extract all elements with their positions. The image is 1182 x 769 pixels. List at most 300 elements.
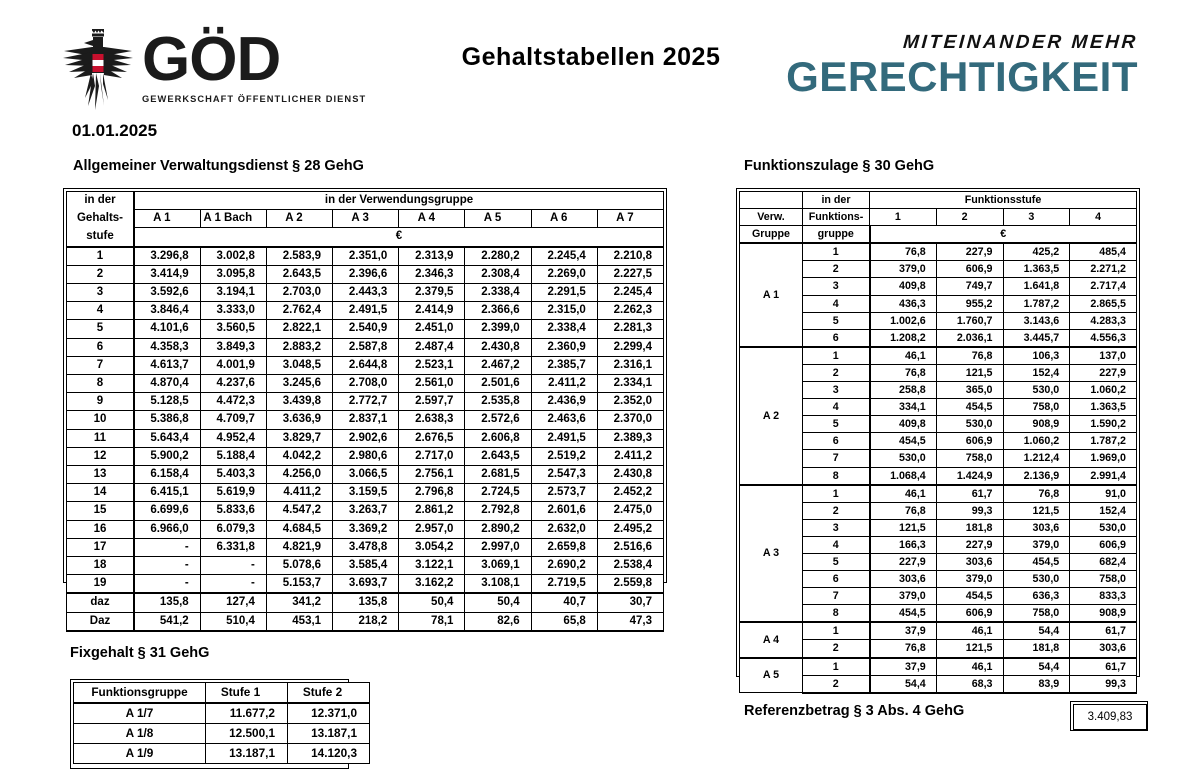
funktionszulage-cell: 61,7	[936, 485, 1003, 503]
salary-cell: 4.870,4	[134, 375, 200, 393]
funktionszulage-cell: 166,3	[870, 536, 937, 553]
funktionszulage-cell: 758,0	[936, 450, 1003, 467]
table-header-row	[74, 683, 370, 704]
salary-cell: 4.952,4	[200, 429, 266, 447]
salary-cell: 2.717,0	[399, 447, 465, 465]
table-row	[67, 484, 664, 502]
column-header-stufe-2: 2	[936, 209, 1003, 226]
funktionszulage-cell: 303,6	[1003, 519, 1070, 536]
verwendungsgruppe-label-a-4: A 4	[740, 622, 803, 657]
funktionszulage-cell: 530,0	[870, 450, 937, 467]
row-label-gehaltsstufe: 10	[67, 411, 135, 429]
funktionsgruppe-label: 3	[803, 278, 870, 295]
salary-cell: 2.346,3	[399, 265, 465, 283]
allowance-cell: 50,4	[465, 593, 531, 612]
column-header-stufe-2: Stufe 2	[288, 683, 370, 704]
table-row	[67, 520, 664, 538]
salary-cell: 2.291,5	[531, 284, 597, 302]
table-row	[67, 502, 664, 520]
salary-cell: 4.613,7	[134, 356, 200, 374]
heading-funktionszulage: Funktionszulage § 30 GehG	[744, 158, 935, 174]
funktionszulage-cell: 2.991,4	[1070, 467, 1137, 485]
funktionsgruppe-label: 4	[803, 399, 870, 416]
allowance-cell: 65,8	[531, 612, 597, 631]
salary-cell: 2.315,0	[531, 302, 597, 320]
salary-cell: 2.762,4	[266, 302, 332, 320]
corner-label-line-2: Funktions-	[803, 209, 870, 226]
funktionszulage-cell: 365,0	[936, 382, 1003, 399]
row-label-daz: daz	[67, 593, 135, 612]
funktionszulage-cell: 227,9	[936, 243, 1003, 261]
salary-cell: 4.411,2	[266, 484, 332, 502]
table-row	[740, 658, 1137, 676]
salary-cell: 6.699,6	[134, 502, 200, 520]
row-label-gehaltsstufe: 17	[67, 538, 135, 556]
table-row	[67, 538, 664, 556]
funktionszulage-cell: 530,0	[1003, 382, 1070, 399]
salary-cell: 2.385,7	[531, 356, 597, 374]
table-row	[74, 744, 370, 764]
salary-cell: 3.263,7	[333, 502, 399, 520]
funktionsgruppe-label: 2	[803, 502, 870, 519]
funktionsgruppe-label: 5	[803, 553, 870, 570]
funktionszulage-cell: 682,4	[1070, 553, 1137, 570]
column-header-a-3: A 3	[333, 210, 399, 228]
salary-cell: 3.829,7	[266, 429, 332, 447]
row-label-gehaltsstufe: 13	[67, 466, 135, 484]
salary-cell: 6.966,0	[134, 520, 200, 538]
salary-cell: 2.601,6	[531, 502, 597, 520]
salary-cell: 4.256,0	[266, 466, 332, 484]
row-label-gehaltsstufe: 8	[67, 375, 135, 393]
funktionsgruppe-label: 1	[803, 485, 870, 503]
heading-verwaltungsdienst: Allgemeiner Verwaltungsdienst § 28 GehG	[73, 158, 364, 174]
funktionszulage-cell: 530,0	[1070, 519, 1137, 536]
row-label-gehaltsstufe: 14	[67, 484, 135, 502]
heading-fixgehalt: Fixgehalt § 31 GehG	[70, 645, 210, 661]
verwendungsgruppe-label-a-1: A 1	[740, 243, 803, 347]
table-row	[74, 724, 370, 744]
salary-cell: 2.491,5	[333, 302, 399, 320]
allowance-cell: 30,7	[597, 593, 663, 612]
salary-cell: 6.158,4	[134, 466, 200, 484]
table-row	[67, 557, 664, 575]
salary-cell: 2.519,2	[531, 447, 597, 465]
row-label-gehaltsstufe: 12	[67, 447, 135, 465]
funktionszulage-cell: 2.271,2	[1070, 261, 1137, 278]
salary-cell: 2.463,6	[531, 411, 597, 429]
salary-cell: 2.227,5	[597, 265, 663, 283]
salary-cell: 2.957,0	[399, 520, 465, 538]
funktionszulage-cell: 303,6	[1070, 640, 1137, 658]
funktionszulage-cell: 409,8	[870, 278, 937, 295]
salary-cell: 2.281,3	[597, 320, 663, 338]
salary-cell: 6.331,8	[200, 538, 266, 556]
salary-cell: 3.478,8	[333, 538, 399, 556]
table-row	[67, 411, 664, 429]
funktionszulage-cell: 636,3	[1003, 588, 1070, 605]
salary-cell: 2.796,8	[399, 484, 465, 502]
salary-cell: 2.280,2	[465, 247, 531, 266]
funktionszulage-cell: 46,1	[870, 347, 937, 365]
salary-cell: 5.153,7	[266, 575, 332, 594]
salary-cell: 3.560,5	[200, 320, 266, 338]
fixgehalt-stufe-2-cell: 14.120,3	[288, 744, 370, 764]
salary-cell: 3.162,2	[399, 575, 465, 594]
funktionszulage-cell: 152,4	[1070, 502, 1137, 519]
funktionszulage-cell: 76,8	[936, 347, 1003, 365]
salary-cell: 4.684,5	[266, 520, 332, 538]
allowance-cell: 218,2	[333, 612, 399, 631]
funktionszulage-table	[739, 191, 1137, 694]
salary-cell: 3.054,2	[399, 538, 465, 556]
funktionszulage-cell: 530,0	[1003, 571, 1070, 588]
salary-cell: 3.693,7	[333, 575, 399, 594]
verwendungsgruppe-label-a-5: A 5	[740, 658, 803, 693]
salary-cell: 3.122,1	[399, 557, 465, 575]
funktionszulage-cell: 152,4	[1003, 364, 1070, 381]
funktionszulage-cell: 303,6	[936, 553, 1003, 570]
salary-cell: 2.535,8	[465, 393, 531, 411]
salary-cell: 4.547,2	[266, 502, 332, 520]
funktionszulage-cell: 121,5	[1003, 502, 1070, 519]
funktionszulage-cell: 1.002,6	[870, 312, 937, 329]
funktionszulage-cell: 76,8	[870, 364, 937, 381]
heading-referenzbetrag: Referenzbetrag § 3 Abs. 4 GehG	[744, 703, 965, 719]
salary-cell: 2.547,3	[531, 466, 597, 484]
column-header-a-1-bach: A 1 Bach	[200, 210, 266, 228]
effective-date: 01.01.2025	[72, 121, 158, 140]
salary-cell: 2.313,9	[399, 247, 465, 266]
row-label-Daz: Daz	[67, 612, 135, 631]
row-label-gehaltsstufe: 3	[67, 284, 135, 302]
salary-cell: -	[200, 575, 266, 594]
salary-cell: 3.369,2	[333, 520, 399, 538]
funktionszulage-cell: 379,0	[936, 571, 1003, 588]
salary-cell: 5.833,6	[200, 502, 266, 520]
column-header-a-2: A 2	[266, 210, 332, 228]
allowance-cell: 541,2	[134, 612, 200, 631]
salary-cell: 2.299,4	[597, 338, 663, 356]
table-row	[67, 466, 664, 484]
salary-cell: 2.890,2	[465, 520, 531, 538]
funktionszulage-cell: 485,4	[1070, 243, 1137, 261]
salary-cell: 2.467,2	[465, 356, 531, 374]
funktionszulage-cell: 1.060,2	[1003, 433, 1070, 450]
salary-cell: 2.360,9	[531, 338, 597, 356]
salary-cell: -	[200, 557, 266, 575]
funktionsgruppe-label: 1	[803, 243, 870, 261]
table-row	[67, 447, 664, 465]
fixgehalt-table-frame	[70, 679, 357, 769]
column-header-stufe-1: 1	[870, 209, 937, 226]
salary-cell: 3.592,6	[134, 284, 200, 302]
table-header-row	[67, 228, 664, 247]
salary-cell: 3.849,3	[200, 338, 266, 356]
funktionszulage-cell: 606,9	[936, 261, 1003, 278]
corner-blank	[740, 192, 803, 209]
salary-cell: 2.643,5	[266, 265, 332, 283]
funktionszulage-cell: 1.760,7	[936, 312, 1003, 329]
salary-cell: 4.001,9	[200, 356, 266, 374]
funktionszulage-cell: 758,0	[1003, 399, 1070, 416]
table-row	[67, 284, 664, 302]
funktionszulage-cell: 99,3	[936, 502, 1003, 519]
funktionszulage-cell: 606,9	[936, 433, 1003, 450]
allowance-cell: 47,3	[597, 612, 663, 631]
funktionszulage-cell: 908,9	[1003, 416, 1070, 433]
salary-cell: 2.719,5	[531, 575, 597, 594]
funktionszulage-cell: 258,8	[870, 382, 937, 399]
funktionszulage-cell: 46,1	[870, 485, 937, 503]
salary-cell: 3.095,8	[200, 265, 266, 283]
fixgehalt-gruppe-label: A 1/8	[74, 724, 206, 744]
salary-cell: 2.414,9	[399, 302, 465, 320]
column-header-a-1: A 1	[134, 210, 200, 228]
salary-cell: 5.078,6	[266, 557, 332, 575]
funktionsgruppe-label: 1	[803, 347, 870, 365]
salary-cell: 4.821,9	[266, 538, 332, 556]
funktionszulage-cell: 606,9	[936, 605, 1003, 623]
salary-cell: 3.069,1	[465, 557, 531, 575]
salary-cell: 2.210,8	[597, 247, 663, 266]
salary-cell: 2.352,0	[597, 393, 663, 411]
salary-cell: 2.703,0	[266, 284, 332, 302]
funktionszulage-cell: 181,8	[936, 519, 1003, 536]
funktionszulage-cell: 303,6	[870, 571, 937, 588]
salary-cell: 6.079,3	[200, 520, 266, 538]
salary-cell: 2.561,0	[399, 375, 465, 393]
allowance-cell: 40,7	[531, 593, 597, 612]
salary-cell: 2.690,2	[531, 557, 597, 575]
allowance-cell: 135,8	[134, 593, 200, 612]
funktionszulage-cell: 121,5	[936, 364, 1003, 381]
group-header-verwendungsgruppe: in der Verwendungsgruppe	[134, 192, 664, 210]
funktionszulage-cell: 436,3	[870, 295, 937, 312]
salary-cell: 3.108,1	[465, 575, 531, 594]
salary-cell: 4.358,3	[134, 338, 200, 356]
salary-cell: 2.861,2	[399, 502, 465, 520]
funktionszulage-cell: 409,8	[870, 416, 937, 433]
salary-cell: 3.414,9	[134, 265, 200, 283]
funktionsgruppe-label: 5	[803, 312, 870, 329]
funktionszulage-cell: 3.445,7	[1003, 329, 1070, 347]
salary-cell: 2.338,4	[465, 284, 531, 302]
salary-cell: 2.452,2	[597, 484, 663, 502]
salary-cell: 2.262,3	[597, 302, 663, 320]
salary-cell: 2.487,4	[399, 338, 465, 356]
salary-cell: 2.638,3	[399, 411, 465, 429]
fixgehalt-gruppe-label: A 1/7	[74, 703, 206, 724]
funktionszulage-cell: 1.424,9	[936, 467, 1003, 485]
allowance-cell: 78,1	[399, 612, 465, 631]
funktionsgruppe-label: 7	[803, 450, 870, 467]
funktionszulage-cell: 1.641,8	[1003, 278, 1070, 295]
funktionszulage-cell: 227,9	[1070, 364, 1137, 381]
salary-cell: 2.451,0	[399, 320, 465, 338]
salary-cell: 2.708,0	[333, 375, 399, 393]
table-row	[67, 593, 664, 612]
salary-cell: 2.411,2	[597, 447, 663, 465]
salary-cell: 5.619,9	[200, 484, 266, 502]
funktionszulage-cell: 76,8	[870, 640, 937, 658]
salary-cell: 5.128,5	[134, 393, 200, 411]
salary-cell: 6.415,1	[134, 484, 200, 502]
salary-cell: 2.559,8	[597, 575, 663, 594]
row-label-gehaltsstufe: 11	[67, 429, 135, 447]
funktionszulage-cell: 454,5	[936, 588, 1003, 605]
funktionsgruppe-label: 6	[803, 329, 870, 347]
table-row	[67, 575, 664, 594]
salary-cell: 2.772,7	[333, 393, 399, 411]
funktionszulage-cell: 76,8	[1003, 485, 1070, 503]
funktionszulage-cell: 758,0	[1003, 605, 1070, 623]
funktionszulage-cell: 1.969,0	[1070, 450, 1137, 467]
salary-cell: 2.308,4	[465, 265, 531, 283]
fixgehalt-gruppe-label: A 1/9	[74, 744, 206, 764]
funktionszulage-cell: 54,4	[870, 675, 937, 693]
table-header-row	[740, 209, 1137, 226]
funktionszulage-cell: 76,8	[870, 243, 937, 261]
column-header-stufe-3: 3	[1003, 209, 1070, 226]
table-row	[74, 703, 370, 724]
salary-cell: 2.676,5	[399, 429, 465, 447]
funktionszulage-cell: 334,1	[870, 399, 937, 416]
row-label-gehaltsstufe: 19	[67, 575, 135, 594]
slogan-line-2: GERECHTIGKEIT	[786, 53, 1138, 100]
table-row	[67, 375, 664, 393]
salary-cell: 2.583,9	[266, 247, 332, 266]
funktionsgruppe-label: 4	[803, 536, 870, 553]
funktionszulage-cell: 121,5	[936, 640, 1003, 658]
funktionszulage-cell: 227,9	[936, 536, 1003, 553]
allowance-cell: 341,2	[266, 593, 332, 612]
salary-cell: 3.002,8	[200, 247, 266, 266]
row-label-gehaltsstufe: 16	[67, 520, 135, 538]
funktionszulage-cell: 606,9	[1070, 536, 1137, 553]
funktionszulage-cell: 3.143,6	[1003, 312, 1070, 329]
salary-cell: 2.659,8	[531, 538, 597, 556]
salary-cell: 2.573,7	[531, 484, 597, 502]
salary-cell: 3.333,0	[200, 302, 266, 320]
salary-cell: 2.644,8	[333, 356, 399, 374]
row-label-gehaltsstufe: 5	[67, 320, 135, 338]
corner-label-line-1: in der	[67, 192, 135, 210]
salary-cell: 4.709,7	[200, 411, 266, 429]
currency-header: €	[134, 228, 664, 247]
corner-label-line-2: Gehalts-	[67, 210, 135, 228]
salary-cell: 2.724,5	[465, 484, 531, 502]
funktionsgruppe-label: 2	[803, 640, 870, 658]
funktionszulage-cell: 2.136,9	[1003, 467, 1070, 485]
allowance-cell: 135,8	[333, 593, 399, 612]
table-row	[740, 243, 1137, 261]
row-label-gehaltsstufe: 9	[67, 393, 135, 411]
page-title: Gehaltstabellen 2025	[461, 43, 721, 71]
fixgehalt-table	[73, 682, 370, 764]
salary-cell: -	[134, 538, 200, 556]
salary-cell: 2.606,8	[465, 429, 531, 447]
verwaltungsdienst-table	[66, 191, 664, 632]
funktionszulage-cell: 4.556,3	[1070, 329, 1137, 347]
logo-subtitle: GEWERKSCHAFT ÖFFENTLICHER DIENST	[142, 94, 367, 104]
salary-cell: 2.540,9	[333, 320, 399, 338]
table-row	[67, 429, 664, 447]
funktionszulage-table-frame	[736, 188, 1140, 690]
funktionszulage-cell: 54,4	[1003, 622, 1070, 640]
funktionszulage-cell: 454,5	[870, 605, 937, 623]
salary-cell: 2.436,9	[531, 393, 597, 411]
fixgehalt-stufe-2-cell: 12.371,0	[288, 703, 370, 724]
salary-cell: 2.351,0	[333, 247, 399, 266]
fixgehalt-stufe-1-cell: 11.677,2	[206, 703, 288, 724]
funktionszulage-cell: 37,9	[870, 622, 937, 640]
funktionszulage-cell: 68,3	[936, 675, 1003, 693]
campaign-slogan	[786, 32, 1138, 99]
salary-cell: 2.389,3	[597, 429, 663, 447]
funktionsgruppe-label: 1	[803, 622, 870, 640]
table-header-row	[67, 210, 664, 228]
salary-cell: 2.411,2	[531, 375, 597, 393]
column-header-stufe-4: 4	[1070, 209, 1137, 226]
funktionsgruppe-label: 8	[803, 605, 870, 623]
salary-cell: 3.439,8	[266, 393, 332, 411]
funktionszulage-cell: 379,0	[1003, 536, 1070, 553]
slogan-line-1: MITEINANDER MEHR	[902, 32, 1139, 53]
row-label-gehaltsstufe: 2	[67, 265, 135, 283]
table-row	[740, 347, 1137, 365]
salary-cell: 2.837,1	[333, 411, 399, 429]
corner-label-line-3: gruppe	[803, 226, 870, 244]
salary-cell: -	[134, 575, 200, 594]
salary-cell: 2.792,8	[465, 502, 531, 520]
funktionszulage-cell: 749,7	[936, 278, 1003, 295]
funktionsgruppe-label: 3	[803, 519, 870, 536]
funktionszulage-cell: 454,5	[1003, 553, 1070, 570]
salary-cell: 5.403,3	[200, 466, 266, 484]
funktionsgruppe-label: 6	[803, 571, 870, 588]
row-label-gehaltsstufe: 4	[67, 302, 135, 320]
group-header-funktionsstufe: Funktionsstufe	[870, 192, 1137, 209]
allowance-cell: 453,1	[266, 612, 332, 631]
row-label-gehaltsstufe: 7	[67, 356, 135, 374]
salary-cell: 2.495,2	[597, 520, 663, 538]
logo-wordmark: GÖD	[142, 25, 281, 94]
funktionsgruppe-label: 3	[803, 382, 870, 399]
funktionszulage-cell: 54,4	[1003, 658, 1070, 676]
fixgehalt-stufe-1-cell: 12.500,1	[206, 724, 288, 744]
funktionszulage-cell: 1.590,2	[1070, 416, 1137, 433]
salary-cell: 2.338,4	[531, 320, 597, 338]
salary-cell: 2.430,8	[597, 466, 663, 484]
salary-cell: 2.430,8	[465, 338, 531, 356]
allowance-cell: 82,6	[465, 612, 531, 631]
column-header-a-5: A 5	[465, 210, 531, 228]
salary-cell: 3.066,5	[333, 466, 399, 484]
funktionszulage-cell: 1.787,2	[1003, 295, 1070, 312]
salary-cell: 2.516,6	[597, 538, 663, 556]
corner-label-line-3: stufe	[67, 228, 135, 247]
funktionszulage-cell: 758,0	[1070, 571, 1137, 588]
funktionsgruppe-label: 5	[803, 416, 870, 433]
salary-cell: 2.587,8	[333, 338, 399, 356]
funktionszulage-cell: 181,8	[1003, 640, 1070, 658]
funktionsgruppe-label: 1	[803, 658, 870, 676]
salary-cell: 2.756,1	[399, 466, 465, 484]
salary-cell: 2.491,5	[531, 429, 597, 447]
funktionszulage-cell: 1.363,5	[1003, 261, 1070, 278]
funktionszulage-cell: 1.060,2	[1070, 382, 1137, 399]
